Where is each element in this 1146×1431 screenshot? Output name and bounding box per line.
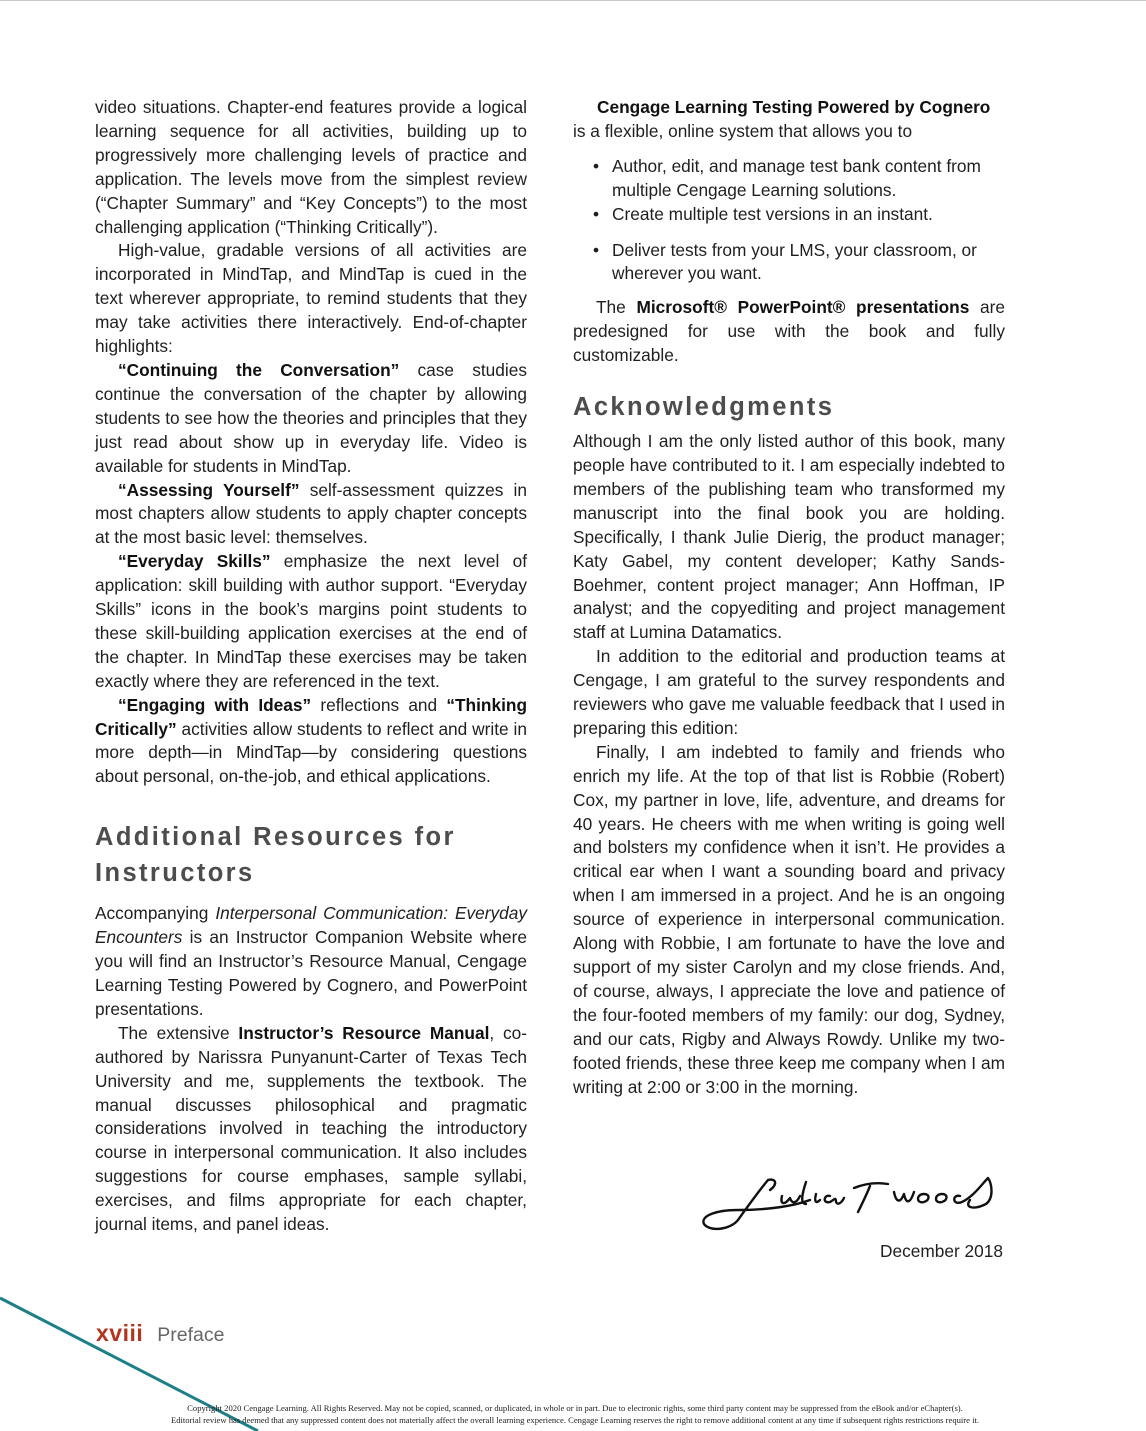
bullet-icon: • — [593, 239, 600, 260]
copyright-line-1: Copyright 2020 Cengage Learning. All Rights Reserved. May not be copied, scanned, or duplicated, in whole or in part. Due to electronic rights, some third party content may be suppressed from the eBook and/or eChapter(s). — [187, 1403, 963, 1413]
page-folio — [96, 1320, 224, 1347]
bold-assessing-yourself: “Assessing Yourself” — [118, 479, 300, 500]
bold-cognero: Cengage Learning Testing Powered by Cognero — [597, 97, 991, 117]
bold-powerpoint: Microsoft® PowerPoint® presentations — [636, 297, 970, 318]
bold-continuing-conversation: “Continuing the Conversation” — [118, 359, 400, 380]
paragraph-instructor-website: Accompanying Interpersonal Communication: Everyday Encounters is an Instructor Companion Website where you will find an Instructor’s Resource Manual, Cengage Learning Testing Powered by Cognero, and PowerPoint presentations. — [95, 903, 527, 1019]
list-item: • Author, edit, and manage test bank content from multiple Cengage Learning solutions. — [593, 155, 981, 200]
paragraph-ack-cengage: In addition to the editorial and production teams at Cengage, I am grateful to the survey respondents and reviewers who gave me valuable feedback that I used in preparing this edition: — [573, 646, 1005, 738]
paragraph-ack-family: Finally, I am indebted to family and friends who enrich my life. At the top of that list is Robbie (Robert) Cox, my partner in love, life, adventure, and dreams for 40 years. He cheers with me when writing is going well and bolsters my confidence when it isn’t. He provides a critical ear when I want a sounding board and privacy when I am immersed in a project. And he is an ongoing source of experience in interpersonal communication. Along with Robbie, I am fortunate to have the love and support of my sister Carolyn and my close friends. And, of course, always, I appreciate the love and patience of the four-footed members of my family: our dog, Sydney, and our cats, Rigby and Always Rowdy. Unlike my two-footed friends, these three keep me company when I am writing at 2:00 or 3:00 in the morning. — [573, 741, 1005, 1097]
section-name: Preface — [157, 1324, 225, 1346]
paragraph-resource-manual: The extensive Instructor’s Resource Manual, co-authored by Narissra Punyanunt-Carter of Texas Tech University and me, supplements the textbook. The manual discusses philosophical and pragmatic considerations involved in teaching the introductory course in interpersonal communication. It also includes suggestions for course emphases, sample syllabi, exercises, and films appropriate for each chapter, journal items, and panel ideas. — [95, 1022, 528, 1235]
preface-date: December 2018 — [880, 1241, 1003, 1261]
copyright-notice — [60, 1402, 1090, 1426]
bold-everyday-skills: “Everyday Skills” — [118, 551, 271, 572]
left-column — [95, 96, 527, 1237]
book-title: Interpersonal Communication: Everyday Encounters — [95, 903, 527, 948]
author-signature — [698, 1174, 1003, 1238]
paragraph-assessing-yourself: “Assessing Yourself” self-assessment quizzes in most chapters allow students to apply chapter concepts at the most basic level: themselves. — [95, 479, 527, 548]
cognero-feature-list — [589, 155, 1005, 287]
paragraph-cognero-rest: is a flexible, online system that allows you to — [573, 120, 913, 141]
top-border-line — [0, 0, 1146, 1]
paragraph-cognero — [573, 96, 1005, 120]
paragraph-chapter-end-features: video situations. Chapter-end features provide a logical learning sequence for all activities, building up to progressively more challenging levels of practice and application. The levels move from the simplest review (“Chapter Summary” and “Key Concepts”) to the most challenging application (“Thinking Critically”). — [95, 97, 527, 237]
paragraph-mindtap: High-value, gradable versions of all activities are incorporated in MindTap, and MindTap is cued in the text wherever appropriate, to remind students that they may take activities there interactively. End-of-chapter highlights: — [95, 240, 527, 357]
list-item: • Deliver tests from your LMS, your classroom, or wherever you want. — [593, 239, 977, 284]
bullet-icon: • — [593, 203, 600, 224]
right-column — [573, 96, 1005, 1099]
list-item: • Create multiple test versions in an instant. — [589, 203, 1005, 227]
page-number: xviii — [96, 1320, 144, 1346]
paragraph-everyday-skills: “Everyday Skills” emphasize the next level of application: skill building with author support. “Everyday Skills” icons in the book’s margins point students to these skill-building application exercises at the end of the chapter. In MindTap these exercises may be taken exactly where they are referenced in the text. — [95, 551, 527, 691]
paragraph-engaging-ideas: “Engaging with Ideas” reflections and “Thinking Critically” activities allow students to reflect and write in more depth—in MindTap—by considering questions about personal, on-the-job, and ethical applications. — [95, 694, 527, 787]
bold-resource-manual: Instructor’s Resource Manual — [238, 1022, 490, 1043]
heading-additional-resources: Additional Resources for Instructors — [95, 823, 456, 888]
paragraph-continuing-conversation: “Continuing the Conversation” case studies continue the conversation of the chapter by allowing students to see how the theories and principles that they just read about show up in everyday life. Video is available for students in MindTap. — [95, 359, 527, 476]
signature-text: Julia T Wood — [698, 1174, 704, 1175]
heading-acknowledgments: Acknowledgments — [573, 393, 835, 422]
paragraph-ack-publishing-team: Although I am the only listed author of this book, many people have contributed to it. I am especially indebted to members of the publishing team who transformed my manuscript into the final book you are holding. Specifically, I thank Julie Dierig, the product manager; Katy Gabel, my content developer; Kathy Sands-Boehmer, content project manager; Ann Hoffman, IP analyst; and the copyediting and project management staff at Lumina Datamatics. — [573, 431, 1005, 643]
bold-engaging-ideas: “Engaging with Ideas” — [118, 694, 312, 715]
bullet-icon: • — [593, 155, 600, 176]
paragraph-powerpoint: The Microsoft® PowerPoint® presentations are predesigned for use with the book and fully customizable. — [573, 297, 1005, 366]
copyright-line-2: Editorial review has deemed that any suppressed content does not materially affect the overall learning experience. Cengage Learning reserves the right to remove additional content at any time if subsequent rights restrictions require it. — [170, 1415, 980, 1425]
bold-thinking-critically: “Thinking Critically” — [95, 694, 527, 739]
